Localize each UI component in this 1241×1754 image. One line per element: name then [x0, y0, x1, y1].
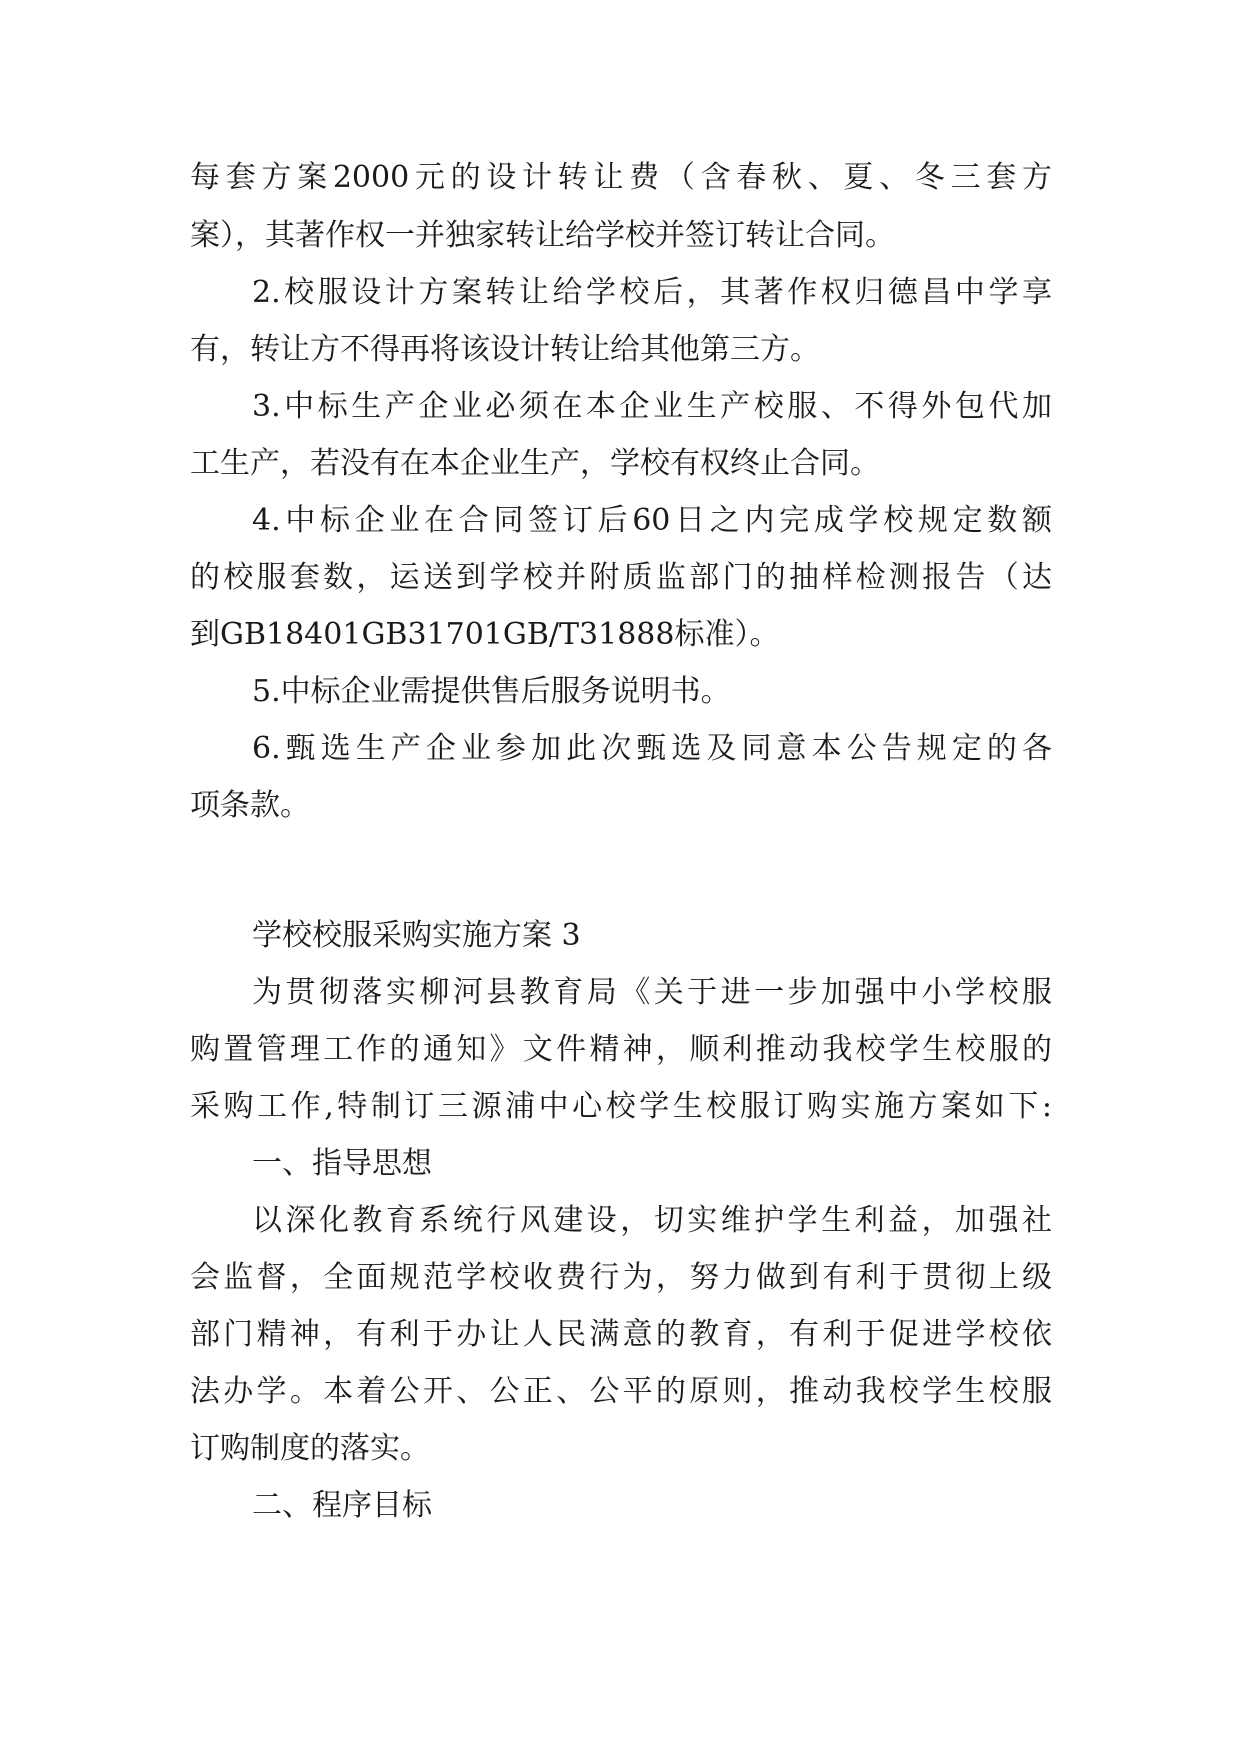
heading-guiding-thought: 一、指导思想 [252, 1146, 432, 1181]
list-item-3: 3.中标生产企业必须在本企业生产校服、不得外包代加 [252, 389, 1052, 424]
paragraph-line: 有，转让方不得再将该设计转让给其他第三方。 [190, 332, 820, 367]
paragraph-line: 每套方案2000元的设计转让费（含春秋、夏、冬三套方 [190, 160, 1052, 195]
paragraph-line: 项条款。 [190, 788, 310, 823]
paragraph-line: 采购工作,特制订三源浦中心校学生校服订购实施方案如下: [190, 1089, 1052, 1124]
list-item-6: 6.甄选生产企业参加此次甄选及同意本公告规定的各 [252, 731, 1052, 766]
paragraph-line: 以深化教育系统行风建设，切实维护学生利益，加强社 [252, 1203, 1052, 1238]
paragraph-line: 的校服套数，运送到学校并附质监部门的抽样检测报告（达 [190, 560, 1052, 595]
paragraph-line: 为贯彻落实柳河县教育局《关于进一步加强中小学校服 [252, 975, 1052, 1010]
list-item-4: 4.中标企业在合同签订后60日之内完成学校规定数额 [252, 503, 1052, 538]
section-title: 学校校服采购实施方案 3 [252, 918, 581, 953]
paragraph-line: 法办学。本着公开、公正、公平的原则，推动我校学生校服 [190, 1374, 1052, 1409]
list-item-2: 2.校服设计方案转让给学校后，其著作权归德昌中学享 [252, 275, 1052, 310]
list-item-5: 5.中标企业需提供售后服务说明书。 [252, 674, 731, 709]
paragraph-line: 工生产，若没有在本企业生产，学校有权终止合同。 [190, 446, 880, 481]
paragraph-line: 购置管理工作的通知》文件精神，顺利推动我校学生校服的 [190, 1032, 1052, 1067]
paragraph-line: 订购制度的落实。 [190, 1431, 430, 1466]
paragraph-line: 案），其著作权一并独家转让给学校并签订转让合同。 [190, 218, 895, 253]
paragraph-line: 到GB18401GB31701GB/T31888标准）。 [190, 617, 780, 652]
heading-procedure-goals: 二、程序目标 [252, 1488, 432, 1523]
paragraph-line: 会监督，全面规范学校收费行为，努力做到有利于贯彻上级 [190, 1260, 1052, 1295]
paragraph-line: 部门精神，有利于办让人民满意的教育，有利于促进学校依 [190, 1317, 1052, 1352]
